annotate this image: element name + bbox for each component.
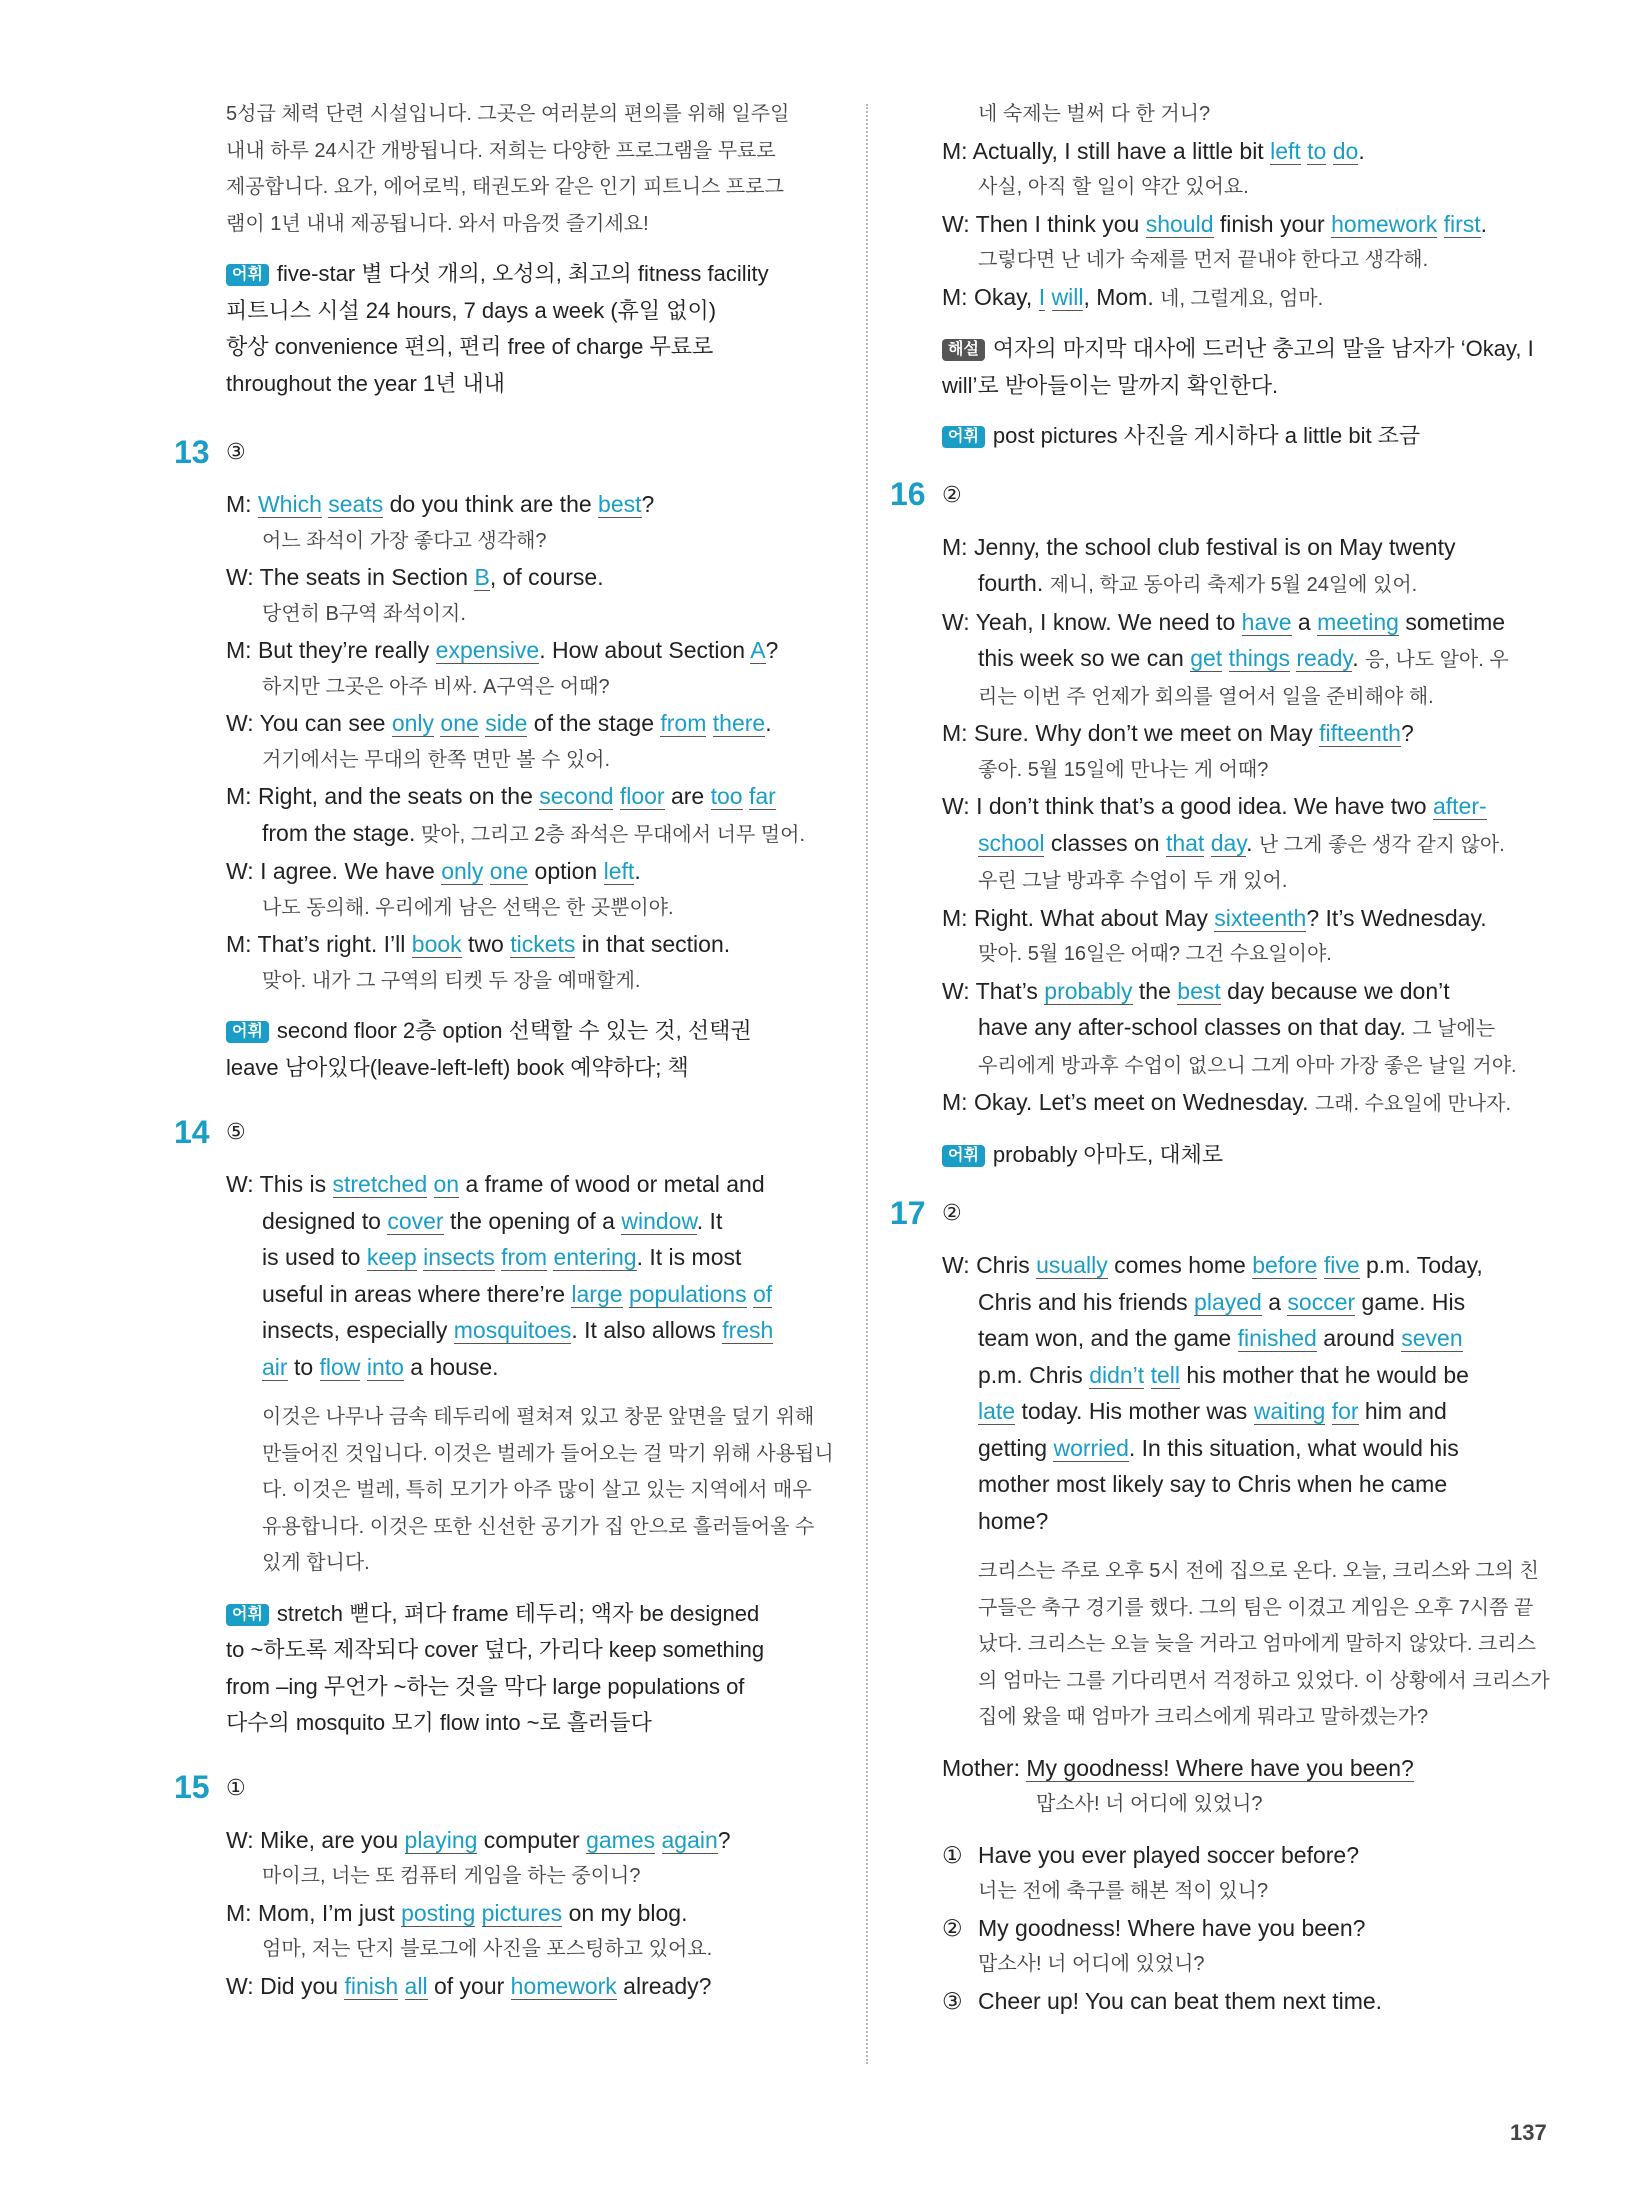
ko-line: 너는 전에 축구를 해본 적이 있니?: [978, 1880, 1269, 1902]
dialogue-line: M: Right. What about May sixteenth? It’s Wednesday.: [942, 904, 1487, 931]
vocab-line: leave 남아있다(leave-left-left) book 예약하다; 책: [226, 1054, 689, 1080]
vocab-line: 어휘 five-star 별 다섯 개의, 오성의, 최고의 fitness facility: [226, 256, 846, 293]
ko-line: 구들은 축구 경기를 했다. 그의 팀은 이겼고 게임은 오후 7시쯤 끝: [978, 1596, 1534, 1619]
passage-line: late today. His mother was waiting for him and: [978, 1398, 1447, 1424]
dialogue-line: from the stage. 맞아, 그리고 2층 좌석은 무대에서 너무 멀어.: [262, 819, 805, 846]
ko-line: 크리스는 주로 오후 5시 전에 집으로 온다. 오늘, 크리스와 그의 친: [978, 1560, 1539, 1582]
dialogue-line: M: Okay. Let’s meet on Wednesday. 그래. 수요일에 만나자.: [942, 1089, 1511, 1115]
ko-line: 좋아. 5월 15일에 만나는 게 어때?: [978, 758, 1269, 781]
right-column: [890, 96, 1562, 2019]
explanation-tag: 해설: [942, 339, 985, 361]
answer-options: [942, 1837, 1562, 2020]
question-16-header: [890, 475, 1562, 515]
option-number: ①: [942, 1841, 963, 1868]
dialogue-line: have any after-school classes on that day. 그 날에는: [978, 1014, 1496, 1040]
dialogue-line: W: You can see only one side of the stage from there.: [226, 710, 772, 736]
question-13-header: [174, 432, 846, 472]
vocab-line: 다수의 mosquito 모기 flow into ~로 흘러들다: [226, 1710, 652, 1735]
ko-line: 있게 합니다.: [262, 1552, 370, 1574]
passage-line: designed to cover the opening of a window. It: [262, 1207, 723, 1234]
vocab-tag: 어휘: [226, 1604, 269, 1626]
passage-line: is used to keep insects from entering. It is most: [262, 1244, 742, 1270]
ko-line: 제공합니다. 요가, 에어로빅, 태권도와 같은 인기 피트니스 프로그: [226, 176, 784, 198]
ko-line: 네 숙제는 벌써 다 한 거니?: [978, 103, 1211, 125]
dialogue-line: fourth. 제니, 학교 동아리 축제가 5월 24일에 있어.: [978, 570, 1418, 596]
q16-dialogue: [942, 529, 1562, 1123]
ko-line: 유용합니다. 이것은 또한 신선한 공기가 집 안으로 흘러들어올 수: [262, 1515, 815, 1538]
ko-line: 엄마, 저는 단지 블로그에 사진을 포스팅하고 있어요.: [262, 1938, 713, 1960]
ko-line: 다. 이것은 벌레, 특히 모기가 아주 많이 살고 있는 지역에서 매우: [262, 1479, 812, 1501]
column-divider: [866, 104, 868, 2064]
vocab-line: 피트니스 시설 24 hours, 7 days a week (휴일 없이): [226, 297, 717, 323]
vocab-tag: 어휘: [942, 1145, 985, 1167]
ko-line: 내내 하루 24시간 개방됩니다. 저희는 다양한 프로그램을 무료로: [226, 139, 776, 162]
vocab-tag: 어휘: [942, 426, 985, 448]
vocab-box-12: [226, 256, 846, 402]
answer-mark: ②: [942, 1200, 962, 1225]
dialogue-line: W: Mike, are you playing computer games again?: [226, 1826, 731, 1853]
dialogue-line: M: That’s right. I’ll book two tickets in that section.: [226, 931, 731, 957]
ko-line: 의 엄마는 그를 기다리면서 걱정하고 있었다. 이 상황에서 크리스가: [978, 1669, 1550, 1692]
vocab-line: throughout the year 1년 내내: [226, 370, 506, 396]
option-item: ② My goodness! Where have you been?: [942, 1910, 1562, 1947]
ko-line: 나도 동의해. 우리에게 남은 선택은 한 곳뿐이야.: [262, 896, 674, 919]
vocab-line: from –ing 무언가 ~하는 것을 막다 large populations of: [226, 1673, 745, 1699]
ko-line: 그렇다면 난 네가 숙제를 먼저 끝내야 한다고 생각해.: [978, 249, 1429, 271]
option-item: ① Have you ever played soccer before?: [942, 1837, 1562, 1874]
ko-line: 맞아. 5월 16일은 어때? 그건 수요일이야.: [978, 943, 1332, 965]
dialogue-line: M: Okay, I will, Mom. 네, 그럴게요, 엄마.: [942, 283, 1324, 310]
dialogue-line: M: Mom, I’m just posting pictures on my blog.: [226, 1899, 688, 1926]
passage-line: mother most likely say to Chris when he came: [978, 1471, 1448, 1497]
ko-line: 맙소사! 너 어디에 있었니?: [978, 1953, 1205, 1975]
dialogue-line: M: Jenny, the school club festival is on May twenty: [942, 533, 1456, 560]
passage-line: getting worried. In this situation, what would his: [978, 1434, 1459, 1461]
page-number: 137: [1510, 2120, 1547, 2145]
passage-line: W: This is stretched on a frame of wood or metal and: [226, 1171, 765, 1197]
ko-line: 맙소사! 너 어디에 있었니?: [1036, 1793, 1263, 1815]
ko-line: 마이크, 너는 또 컴퓨터 게임을 하는 중이니?: [262, 1865, 641, 1887]
dialogue-line: W: Then I think you should finish your homework first.: [942, 210, 1488, 237]
dialogue-line: Mother: My goodness! Where have you been?: [942, 1754, 1414, 1781]
vocab-box-14: [226, 1596, 846, 1742]
explanation-line: 해설 여자의 마지막 대사에 드러난 충고의 말을 남자가 ‘Okay, I: [942, 331, 1562, 368]
mother-line: [942, 1750, 1562, 1823]
passage-line: insects, especially mosquitoes. It also allows fresh: [262, 1317, 774, 1343]
vocab-line: 어휘 post pictures 사진을 게시하다 a little bit 조금: [942, 418, 1562, 455]
ko-line: 당연히 B구역 좌석이지.: [262, 602, 466, 625]
question-number: 16: [890, 476, 926, 512]
question-17-header: [890, 1193, 1562, 1233]
dialogue-line: M: Sure. Why don’t we meet on May fifteenth?: [942, 720, 1414, 746]
option-number: ②: [942, 1914, 963, 1941]
passage-line: useful in areas where there’re large populations of: [262, 1280, 773, 1307]
vocab-tag: 어휘: [226, 1021, 269, 1043]
answer-mark: ②: [942, 481, 962, 507]
dialogue-line: school classes on that day. 난 그게 좋은 생각 같지 않아.: [978, 829, 1505, 856]
dialogue-line: W: The seats in Section B, of course.: [226, 564, 604, 590]
dialogue-line: W: That’s probably the best day because we don’t: [942, 977, 1450, 1004]
dialogue-line: M: Right, and the seats on the second floor are too far: [226, 783, 776, 809]
vocab-line: 어휘 second floor 2층 option 선택할 수 있는 것, 선택권: [226, 1013, 846, 1050]
dialogue-line: M: Actually, I still have a little bit left to do.: [942, 137, 1365, 164]
dialogue-line: W: I don’t think that’s a good idea. We have two after-: [942, 793, 1487, 819]
ko-line: 만들어진 것입니다. 이것은 벌레가 들어오는 걸 막기 위해 사용됩니: [262, 1442, 834, 1465]
explanation-line: will’로 받아들이는 말까지 확인한다.: [942, 372, 1279, 398]
option-item: ③ Cheer up! You can beat them next time.: [942, 1983, 1562, 2020]
ko-line: 하지만 그곳은 아주 비싸. A구역은 어때?: [262, 675, 610, 698]
passage-line: p.m. Chris didn’t tell his mother that he would be: [978, 1361, 1469, 1388]
ko-line: 우리에게 방과후 수업이 없으니 그게 아마 가장 좋은 날일 거야.: [978, 1054, 1517, 1077]
left-column: [174, 96, 846, 2004]
dialogue-line: this week so we can get things ready. 응, 나도 알아. 우: [978, 645, 1509, 671]
dialogue-line: W: Did you finish all of your homework already?: [226, 1972, 712, 1999]
vocab-line: 어휘 stretch 뻗다, 펴다 frame 테두리; 액자 be designed: [226, 1596, 846, 1633]
ko-line: 집에 왔을 때 엄마가 크리스에게 뭐라고 말하겠는가?: [978, 1706, 1429, 1728]
question-15-header: [174, 1768, 846, 1808]
ko-line: 이것은 나무나 금속 테두리에 펼쳐져 있고 창문 앞면을 덮기 위해: [262, 1406, 815, 1428]
passage-line: team won, and the game finished around seven: [978, 1325, 1463, 1351]
q15-dialogue: [226, 1822, 846, 2005]
answer-mark: ⑤: [226, 1119, 246, 1144]
passage-line: air to flow into a house.: [262, 1353, 499, 1380]
dialogue-line: W: I agree. We have only one option left.: [226, 858, 641, 884]
vocab-tag: 어휘: [226, 264, 269, 286]
ko-line: 사실, 아직 할 일이 약간 있어요.: [978, 176, 1249, 198]
question-number: 15: [174, 1769, 210, 1805]
dialogue-line: M: But they’re really expensive. How about Section A?: [226, 637, 779, 663]
passage-line: W: Chris usually comes home before five p.m. Today,: [942, 1252, 1483, 1278]
option-number: ③: [942, 1987, 963, 2014]
question-number: 14: [174, 1113, 210, 1150]
vocab-line: 항상 convenience 편의, 편리 free of charge 무료로: [226, 334, 714, 359]
question-number: 13: [174, 433, 210, 470]
q15-dialogue-cont: [942, 96, 1562, 317]
vocab-line: 어휘 probably 아마도, 대체로: [942, 1137, 1562, 1174]
ko-line: 5성급 체력 단련 시설입니다. 그곳은 여러분의 편의를 위해 일주일: [226, 103, 790, 125]
intro-translation: [226, 96, 846, 242]
vocab-box-13: [226, 1013, 846, 1086]
ko-line: 우린 그날 방과후 수업이 두 개 있어.: [978, 870, 1288, 892]
dialogue-line: W: Yeah, I know. We need to have a meeting sometime: [942, 608, 1506, 635]
vocab-line: to ~하도록 제작되다 cover 덮다, 가리다 keep something: [226, 1637, 765, 1662]
passage-line: Chris and his friends played a soccer game. His: [978, 1288, 1466, 1315]
answer-mark: ③: [226, 439, 246, 464]
ko-line: 어느 좌석이 가장 좋다고 생각해?: [262, 529, 547, 552]
dialogue-line: M: Which seats do you think are the best?: [226, 491, 655, 517]
q13-dialogue: [226, 486, 846, 999]
ko-line: 났다. 크리스는 오늘 늦을 거라고 엄마에게 말하지 않았다. 크리스: [978, 1633, 1536, 1655]
q17-passage: [942, 1247, 1562, 1736]
q14-passage: [226, 1166, 846, 1582]
question-14-header: [174, 1112, 846, 1152]
ko-line: 거기에서는 무대의 한쪽 면만 볼 수 있어.: [262, 748, 611, 771]
passage-line: home?: [978, 1507, 1049, 1534]
answer-mark: ①: [226, 1774, 246, 1800]
explanation-box-15: [942, 331, 1562, 404]
vocab-box-15: [942, 418, 1562, 455]
question-number: 17: [890, 1194, 926, 1231]
ko-line: 램이 1년 내내 제공됩니다. 와서 마음껏 즐기세요!: [226, 212, 649, 235]
vocab-box-16: [942, 1137, 1562, 1174]
ko-line: 리는 이번 주 언제가 회의를 열어서 일을 준비해야 해.: [978, 685, 1434, 708]
ko-line: 맞아. 내가 그 구역의 티켓 두 장을 예매할게.: [262, 969, 641, 992]
